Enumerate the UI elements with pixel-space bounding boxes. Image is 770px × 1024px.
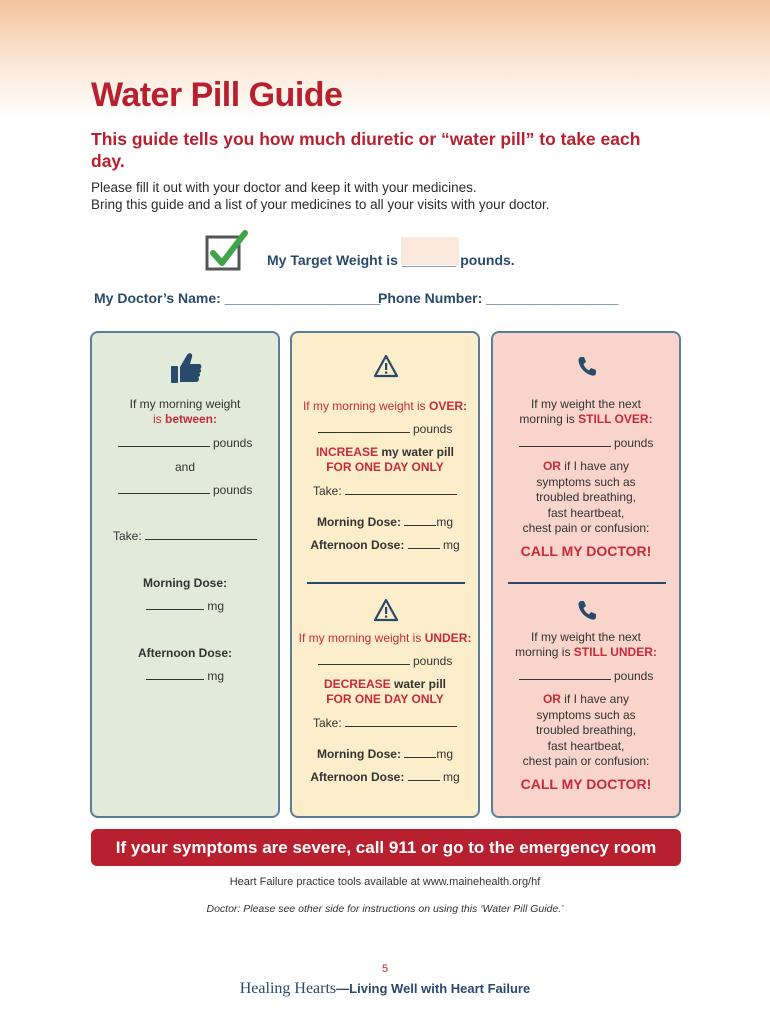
yellow-morning-dose-unit: mg [436, 515, 453, 529]
yellow-afternoon-dose-blank-2[interactable] [408, 780, 440, 781]
green-morning-dose-unit: mg [207, 599, 224, 613]
red-under-line-2 [493, 645, 679, 661]
yellow-under-bold: UNDER: [424, 631, 472, 645]
green-afternoon-dose-row [92, 669, 278, 685]
yellow-increase-line-2: FOR ONE DAY ONLY [326, 460, 444, 474]
target-weight-suffix: pounds. [460, 252, 515, 268]
yellow-zone-panel [290, 331, 480, 818]
page-title: Water Pill Guide [91, 76, 343, 114]
yellow-morning-dose-row-2 [292, 747, 478, 763]
yellow-morning-dose-label: Morning Dose: [316, 515, 401, 529]
intro-text [91, 179, 691, 213]
yellow-afternoon-dose-unit-2: mg [443, 770, 460, 784]
red-under-pounds-label: pounds [613, 669, 654, 683]
yellow-increase-bold: INCREASE [315, 445, 378, 459]
yellow-over-condition [292, 399, 478, 415]
yellow-take-blank[interactable] [345, 494, 457, 495]
green-take-blank[interactable] [145, 539, 257, 540]
red-call-doctor-2: CALL MY DOCTOR! [520, 776, 652, 792]
intro-line-1: Please fill it out with your doctor and keep it with your medicines. [91, 180, 477, 195]
red-over-pounds-label: pounds [613, 436, 654, 450]
green-pounds-2-row [92, 483, 278, 499]
yellow-over-pounds-blank[interactable] [318, 432, 410, 433]
emergency-banner: If your symptoms are severe, call 911 or go to the emergency room [91, 829, 681, 866]
warning-icon-2 [373, 598, 399, 622]
red-over-bold: STILL OVER: [578, 412, 653, 426]
green-afternoon-dose-label: Afternoon Dose: [138, 646, 232, 660]
target-weight-blank[interactable]: _______ [401, 252, 457, 268]
yellow-take-row [292, 484, 478, 500]
red-or-line [493, 459, 679, 475]
yellow-take-label: Take: [312, 484, 342, 498]
green-condition-between: between: [164, 412, 217, 426]
red-zone-panel [491, 331, 681, 818]
yellow-decrease-line-2: FOR ONE DAY ONLY [326, 692, 444, 706]
yellow-take-blank-2[interactable] [345, 726, 457, 727]
phone-icon [577, 355, 597, 377]
green-afternoon-dose-unit: mg [207, 669, 224, 683]
thumbs-up-icon [170, 351, 202, 385]
yellow-under-pounds-blank[interactable] [318, 664, 410, 665]
yellow-afternoon-dose-row [292, 538, 478, 554]
red-over-prefix: morning is [519, 412, 579, 426]
green-morning-dose-label: Morning Dose: [143, 576, 227, 590]
doctor-name-label: My Doctor’s Name: [94, 290, 221, 306]
phone-number-line [378, 290, 619, 306]
red-over-line-2 [493, 412, 679, 428]
yellow-morning-dose-label-2: Morning Dose: [316, 747, 401, 761]
yellow-decrease-line-1 [292, 677, 478, 693]
red-over-line-1: If my weight the next [530, 397, 642, 411]
footer-brand-sans: Living Well with Heart Failure [349, 981, 531, 996]
yellow-over-bold: OVER: [429, 399, 468, 413]
red-over-pounds-blank[interactable] [519, 446, 611, 447]
yellow-under-condition [292, 631, 478, 647]
intro-line-2: Bring this guide and a list of your medicines to all your visits with your doctor. [91, 197, 550, 212]
green-afternoon-dose-blank[interactable] [146, 679, 204, 680]
green-zone-panel [90, 331, 280, 818]
yellow-decrease-rest: water pill [390, 677, 447, 691]
yellow-under-prefix: If my morning weight is [298, 631, 425, 645]
red-or-bold-2: OR [542, 692, 561, 706]
red-or-rest-2: if I have any [560, 692, 630, 706]
green-condition-line-1: If my morning weight [129, 397, 241, 411]
red-symptom-2-1: symptoms such as [536, 708, 636, 722]
target-weight-line [267, 252, 515, 268]
phone-icon-2 [577, 599, 597, 621]
phone-number-blank[interactable]: _________________ [486, 290, 619, 306]
doctor-name-blank[interactable]: ____________________ [224, 290, 381, 306]
yellow-morning-dose-blank-2[interactable] [404, 757, 436, 758]
red-or-line-2 [493, 692, 679, 708]
yellow-increase-line-1 [292, 445, 478, 461]
yellow-increase-rest: my water pill [377, 445, 455, 459]
red-under-prefix: morning is [515, 645, 574, 659]
red-symptom-4: chest pain or confusion: [522, 521, 650, 535]
green-pounds-2-label: pounds [212, 483, 253, 497]
yellow-afternoon-dose-blank[interactable] [408, 548, 440, 549]
yellow-over-prefix: If my morning weight is [302, 399, 430, 413]
red-symptom-2-2: troubled breathing, [535, 723, 637, 737]
yellow-morning-dose-unit-2: mg [436, 747, 453, 761]
red-symptom-1: symptoms such as [536, 475, 636, 489]
yellow-afternoon-dose-unit: mg [443, 538, 460, 552]
yellow-over-pounds-row [292, 422, 478, 438]
red-under-pounds-blank[interactable] [519, 679, 611, 680]
green-and: and [174, 460, 196, 474]
checkmark-icon [205, 229, 249, 273]
doctor-name-line [94, 290, 380, 306]
phone-number-label: Phone Number: [378, 290, 483, 306]
red-symptom-2-4: chest pain or confusion: [522, 754, 650, 768]
yellow-over-pounds-label: pounds [412, 422, 453, 436]
red-under-bold: STILL UNDER: [573, 645, 657, 659]
red-over-pounds-row [493, 436, 679, 452]
red-under-line-1: If my weight the next [530, 630, 642, 644]
yellow-afternoon-dose-label: Afternoon Dose: [310, 538, 405, 552]
green-pounds-2-blank[interactable] [118, 493, 210, 494]
yellow-take-label-2: Take: [312, 716, 342, 730]
red-symptom-2-3: fast heartbeat, [547, 739, 625, 753]
red-divider [508, 582, 666, 584]
warning-icon [373, 354, 399, 378]
red-symptom-2: troubled breathing, [535, 490, 637, 504]
footer-brand-dash: — [336, 981, 350, 996]
red-call-doctor: CALL MY DOCTOR! [520, 543, 652, 559]
red-under-pounds-row [493, 669, 679, 685]
red-symptom-3: fast heartbeat, [547, 506, 625, 520]
green-condition-line-2 [92, 412, 278, 428]
green-take-label: Take: [112, 529, 142, 543]
green-condition-prefix: is [152, 412, 165, 426]
footer-tools-link: Heart Failure practice tools available at www.mainehealth.org/hf [229, 876, 541, 888]
footer-brand-serif: Healing Hearts [239, 980, 337, 997]
page-subtitle: This guide tells you how much diuretic or “water pill” to take each day. [91, 129, 641, 171]
red-or-rest: if I have any [560, 459, 630, 473]
red-or-bold: OR [542, 459, 561, 473]
green-pounds-1-blank[interactable] [118, 446, 210, 447]
green-morning-dose-row [92, 599, 278, 615]
footer-brand [0, 980, 770, 998]
yellow-divider [307, 582, 465, 584]
target-weight-prefix: My Target Weight is [267, 252, 398, 268]
yellow-under-pounds-row [292, 654, 478, 670]
green-morning-dose-blank[interactable] [146, 609, 204, 610]
green-take-row [92, 529, 278, 545]
green-pounds-1-row [92, 436, 278, 452]
yellow-take-row-2 [292, 716, 478, 732]
page-number: 5 [381, 963, 389, 975]
yellow-afternoon-dose-label-2: Afternoon Dose: [310, 770, 405, 784]
yellow-morning-dose-blank[interactable] [404, 525, 436, 526]
footer-doctor-note: Doctor: Please see other side for instructions on using this ‘Water Pill Guide.’ [206, 903, 564, 915]
yellow-under-pounds-label: pounds [412, 654, 453, 668]
yellow-decrease-bold: DECREASE [323, 677, 391, 691]
yellow-afternoon-dose-row-2 [292, 770, 478, 786]
green-pounds-1-label: pounds [212, 436, 253, 450]
yellow-morning-dose-row [292, 515, 478, 531]
